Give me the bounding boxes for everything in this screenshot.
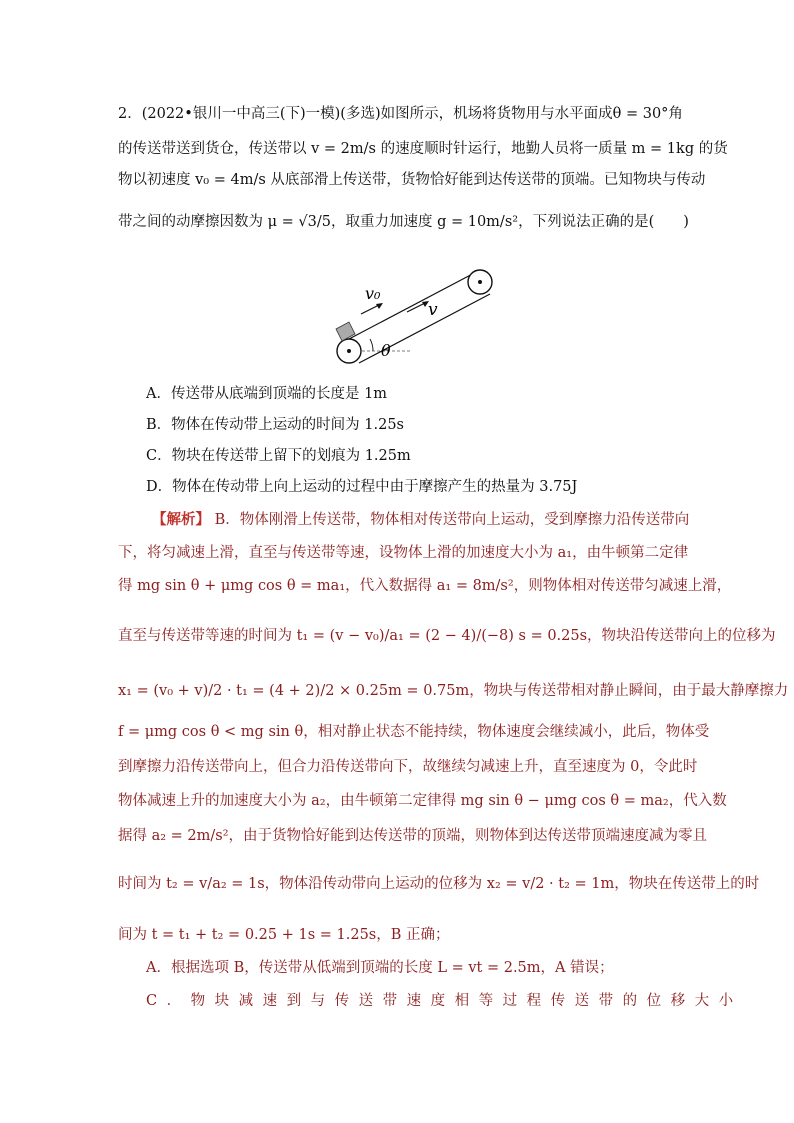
cargo-box-icon (336, 322, 355, 341)
analysis-tag: 【解析】 (152, 511, 210, 528)
option-c: C．物块在传送带上留下的划痕为 1.25m (146, 448, 411, 464)
analysis-line-4: 直至与传送带等速的时间为 t₁ = (v − v₀)/a₁ = (2 − 4)/(−8) s = 0.25s，物块沿传送带向上的位移为 (118, 628, 776, 644)
v-label: v (428, 300, 438, 320)
question-line-2: 的传送带送到货仓，传送带以 v = 2m/s 的速度顺时针运行，地勤人员将一质量 m = 1kg 的货 (118, 141, 728, 157)
analysis-line-11: 间为 t = t₁ + t₂ = 0.25 + 1s = 1.25s，B 正确； (118, 927, 450, 943)
theta-label: θ (381, 341, 391, 360)
analysis-line-9: 据得 a₂ = 2m/s²，由于货物恰好能到达传送带的顶端，则物体到达传送带顶端速度减为零且 (118, 828, 708, 844)
analysis-line-10: 时间为 t₂ = v/a₂ = 1s，物体沿传动带向上运动的位移为 x₂ = v/2 · t₂ = 1m，物块在传送带上的时 (118, 876, 760, 892)
option-b: B．物体在传动带上运动的时间为 1.25s (146, 417, 404, 433)
question-line-4: 带之间的动摩擦因数为 μ = √3/5，取重力加速度 g = 10m/s²，下列说法正确的是( ) (118, 214, 689, 230)
conveyor-diagram (325, 262, 505, 372)
analysis-line-13: C．物块减速到与传送带速度相等过程传送带的位移大小 (146, 993, 743, 1009)
question-line-3: 物以初速度 v₀ = 4m/s 从底部滑上传送带，货物恰好能到达传送带的顶端。已知物块与传动 (118, 172, 706, 188)
analysis-line-3: 得 mg sin θ + μmg cos θ = ma₁，代入数据得 a₁ = 8m/s²，则物体相对传送带匀减速上滑， (118, 578, 732, 594)
v0-label: v₀ (365, 284, 381, 303)
option-d: D．物体在传动带上向上运动的过程中由于摩擦产生的热量为 3.75J (146, 479, 578, 495)
analysis-line-8: 物体减速上升的加速度大小为 a₂，由牛顿第二定律得 mg sin θ − μmg cos θ = ma₂，代入数 (118, 793, 727, 809)
analysis-line-7: 到摩擦力沿传送带向上，但合力沿传送带向下，故继续匀减速上升，直至速度为 0，令此时 (118, 759, 698, 775)
analysis-line-5: x₁ = (v₀ + v)/2 · t₁ = (4 + 2)/2 × 0.25m = 0.75m，物块与传送带相对静止瞬间，由于最大静摩擦力 (118, 683, 789, 699)
analysis-line-6: f = μmg cos θ < mg sin θ，相对静止状态不能持续，物体速度会继续减小，此后，物体受 (118, 724, 710, 740)
option-a: A．传送带从底端到顶端的长度是 1m (146, 386, 388, 402)
analysis-line-1: 【解析】 B．物体刚滑上传送带，物体相对传送带向上运动，受到摩擦力沿传送带向 (152, 511, 690, 528)
analysis-line-2: 下，将匀减速上滑，直至与传送带等速，设物体上滑的加速度大小为 a₁，由牛顿第二定律 (118, 545, 689, 561)
analysis-line-12: A．根据选项 B，传送带从低端到顶端的长度 L = vt = 2.5m，A 错误； (146, 960, 614, 976)
question-line-1: 2．(2022•银川一中高三(下)一模)(多选)如图所示，机场将货物用与水平面成θ = 30°角 (118, 106, 683, 122)
